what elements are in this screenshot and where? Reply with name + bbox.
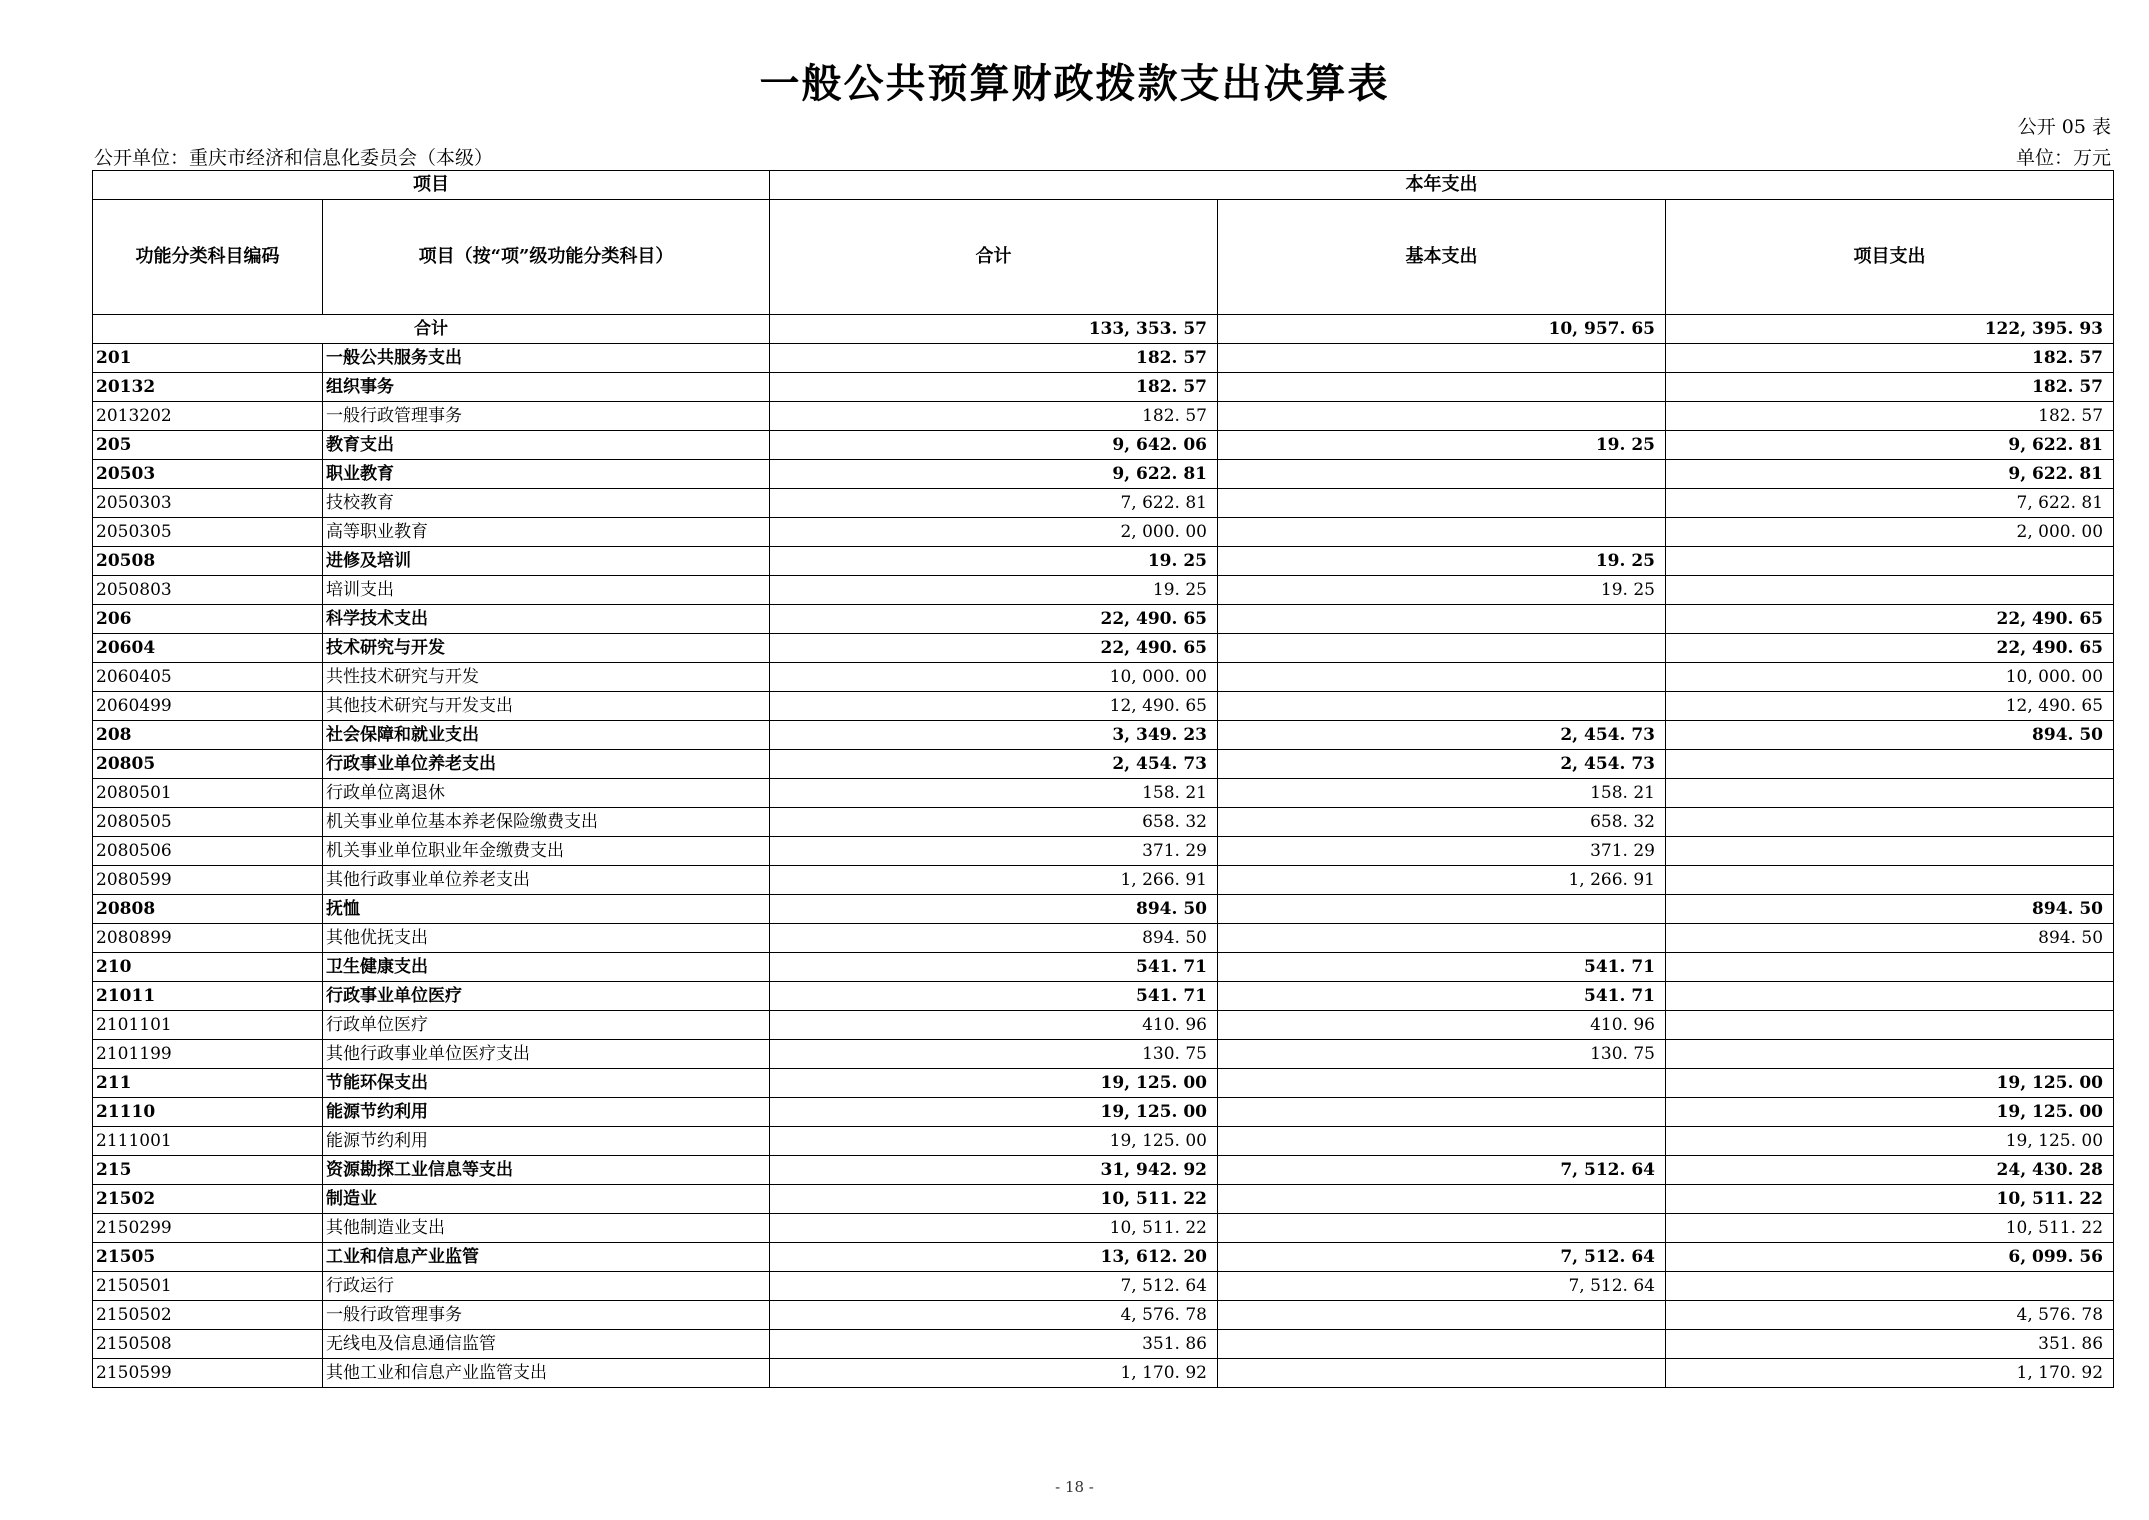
row-basic [1218, 1069, 1666, 1098]
table-row [93, 431, 2114, 460]
table-row [93, 895, 2114, 924]
row-name: 行政运行 [323, 1272, 770, 1301]
row-name: 无线电及信息通信监管 [323, 1330, 770, 1359]
row-code: 2080505 [93, 808, 323, 837]
row-project: 4, 576. 78 [1666, 1301, 2114, 1330]
row-project [1666, 837, 2114, 866]
header-total: 合计 [770, 200, 1218, 315]
row-name: 技校教育 [323, 489, 770, 518]
header-basic: 基本支出 [1218, 200, 1666, 315]
row-basic [1218, 373, 1666, 402]
row-basic: 541. 71 [1218, 953, 1666, 982]
row-name: 其他制造业支出 [323, 1214, 770, 1243]
row-basic [1218, 692, 1666, 721]
row-basic: 658. 32 [1218, 808, 1666, 837]
total-project: 122, 395. 93 [1666, 315, 2114, 344]
row-project: 22, 490. 65 [1666, 605, 2114, 634]
row-basic [1218, 344, 1666, 373]
row-code: 2111001 [93, 1127, 323, 1156]
row-code: 2060405 [93, 663, 323, 692]
table-row [93, 373, 2114, 402]
row-name: 其他行政事业单位医疗支出 [323, 1040, 770, 1069]
row-basic [1218, 924, 1666, 953]
row-basic: 7, 512. 64 [1218, 1156, 1666, 1185]
row-code: 2080506 [93, 837, 323, 866]
table-row [93, 518, 2114, 547]
row-project: 182. 57 [1666, 373, 2114, 402]
table-row [93, 344, 2114, 373]
row-total: 7, 622. 81 [770, 489, 1218, 518]
row-basic: 7, 512. 64 [1218, 1243, 1666, 1272]
row-project: 894. 50 [1666, 721, 2114, 750]
row-total: 182. 57 [770, 373, 1218, 402]
total-basic: 10, 957. 65 [1218, 315, 1666, 344]
table-row [93, 1127, 2114, 1156]
table-row [93, 1011, 2114, 1040]
row-code: 2101199 [93, 1040, 323, 1069]
publishing-unit [94, 143, 493, 170]
row-name: 行政单位医疗 [323, 1011, 770, 1040]
row-project: 2, 000. 00 [1666, 518, 2114, 547]
expenditure-table [92, 170, 2114, 1388]
row-code: 2050803 [93, 576, 323, 605]
table-row [93, 489, 2114, 518]
table-row [93, 1330, 2114, 1359]
row-total: 19, 125. 00 [770, 1069, 1218, 1098]
row-code: 20604 [93, 634, 323, 663]
row-basic: 158. 21 [1218, 779, 1666, 808]
row-project: 6, 099. 56 [1666, 1243, 2114, 1272]
row-project [1666, 982, 2114, 1011]
row-project: 12, 490. 65 [1666, 692, 2114, 721]
row-code: 2080899 [93, 924, 323, 953]
table-row [93, 1156, 2114, 1185]
row-code: 20503 [93, 460, 323, 489]
row-name: 其他技术研究与开发支出 [323, 692, 770, 721]
row-total: 10, 000. 00 [770, 663, 1218, 692]
row-name: 一般行政管理事务 [323, 1301, 770, 1330]
row-total: 12, 490. 65 [770, 692, 1218, 721]
row-name: 进修及培训 [323, 547, 770, 576]
row-name: 资源勘探工业信息等支出 [323, 1156, 770, 1185]
row-total: 22, 490. 65 [770, 634, 1218, 663]
row-name: 机关事业单位职业年金缴费支出 [323, 837, 770, 866]
row-code: 20808 [93, 895, 323, 924]
row-name: 制造业 [323, 1185, 770, 1214]
row-code: 2150508 [93, 1330, 323, 1359]
table-row [93, 924, 2114, 953]
row-total: 9, 642. 06 [770, 431, 1218, 460]
row-project [1666, 1011, 2114, 1040]
table-row [93, 402, 2114, 431]
row-total: 1, 266. 91 [770, 866, 1218, 895]
row-name: 一般公共服务支出 [323, 344, 770, 373]
row-total: 10, 511. 22 [770, 1185, 1218, 1214]
row-code: 206 [93, 605, 323, 634]
row-total: 9, 622. 81 [770, 460, 1218, 489]
row-code: 2150501 [93, 1272, 323, 1301]
row-basic: 541. 71 [1218, 982, 1666, 1011]
row-total: 19, 125. 00 [770, 1098, 1218, 1127]
page-number: - 18 - [1055, 1478, 1094, 1496]
row-project: 10, 511. 22 [1666, 1185, 2114, 1214]
table-row [93, 460, 2114, 489]
row-project: 9, 622. 81 [1666, 460, 2114, 489]
row-code: 21502 [93, 1185, 323, 1214]
row-code: 2050305 [93, 518, 323, 547]
row-name: 工业和信息产业监管 [323, 1243, 770, 1272]
row-basic: 7, 512. 64 [1218, 1272, 1666, 1301]
table-row [93, 576, 2114, 605]
row-project: 22, 490. 65 [1666, 634, 2114, 663]
row-name: 节能环保支出 [323, 1069, 770, 1098]
table-row [93, 779, 2114, 808]
row-basic [1218, 460, 1666, 489]
row-project: 19, 125. 00 [1666, 1069, 2114, 1098]
row-project [1666, 1272, 2114, 1301]
table-row [93, 866, 2114, 895]
table-row [93, 750, 2114, 779]
row-project: 19, 125. 00 [1666, 1127, 2114, 1156]
row-name: 社会保障和就业支出 [323, 721, 770, 750]
row-total: 658. 32 [770, 808, 1218, 837]
row-project: 894. 50 [1666, 895, 2114, 924]
row-name: 行政事业单位养老支出 [323, 750, 770, 779]
row-project: 24, 430. 28 [1666, 1156, 2114, 1185]
table-row [93, 1214, 2114, 1243]
row-total: 7, 512. 64 [770, 1272, 1218, 1301]
header-item: 项目 [93, 171, 770, 200]
row-basic [1218, 489, 1666, 518]
row-code: 21110 [93, 1098, 323, 1127]
row-project: 182. 57 [1666, 402, 2114, 431]
row-basic [1218, 895, 1666, 924]
row-code: 2060499 [93, 692, 323, 721]
publishing-unit-name: 重庆市经济和信息化委员会（本级） [189, 147, 494, 169]
row-project: 10, 511. 22 [1666, 1214, 2114, 1243]
row-basic: 1, 266. 91 [1218, 866, 1666, 895]
row-name: 抚恤 [323, 895, 770, 924]
row-basic [1218, 1301, 1666, 1330]
row-basic: 19. 25 [1218, 431, 1666, 460]
row-code: 2050303 [93, 489, 323, 518]
table-row [93, 1359, 2114, 1388]
row-name: 机关事业单位基本养老保险缴费支出 [323, 808, 770, 837]
form-number: 公开 05 表 [2017, 116, 2111, 138]
row-total: 1, 170. 92 [770, 1359, 1218, 1388]
table-row [93, 1185, 2114, 1214]
table-row [93, 1243, 2114, 1272]
row-total: 19, 125. 00 [770, 1127, 1218, 1156]
row-total: 130. 75 [770, 1040, 1218, 1069]
row-basic: 371. 29 [1218, 837, 1666, 866]
row-total: 371. 29 [770, 837, 1218, 866]
row-name: 其他优抚支出 [323, 924, 770, 953]
row-code: 2080501 [93, 779, 323, 808]
table-row [93, 1301, 2114, 1330]
table-body [93, 315, 2114, 1388]
row-total: 541. 71 [770, 953, 1218, 982]
row-project [1666, 547, 2114, 576]
row-total: 182. 57 [770, 402, 1218, 431]
table-row [93, 1098, 2114, 1127]
row-name: 能源节约利用 [323, 1098, 770, 1127]
row-project: 1, 170. 92 [1666, 1359, 2114, 1388]
row-basic: 19. 25 [1218, 547, 1666, 576]
row-total: 10, 511. 22 [770, 1214, 1218, 1243]
row-basic [1218, 1330, 1666, 1359]
table-row [93, 1069, 2114, 1098]
row-project [1666, 750, 2114, 779]
row-total: 22, 490. 65 [770, 605, 1218, 634]
row-project: 9, 622. 81 [1666, 431, 2114, 460]
table-row [93, 808, 2114, 837]
row-total: 2, 454. 73 [770, 750, 1218, 779]
table-row [93, 634, 2114, 663]
row-basic: 2, 454. 73 [1218, 750, 1666, 779]
row-project: 351. 86 [1666, 1330, 2114, 1359]
header-current-year: 本年支出 [770, 171, 2114, 200]
header-row-1 [93, 171, 2114, 200]
row-name: 其他行政事业单位养老支出 [323, 866, 770, 895]
header-code: 功能分类科目编码 [93, 200, 323, 315]
row-code: 21011 [93, 982, 323, 1011]
table-row [93, 547, 2114, 576]
row-project: 7, 622. 81 [1666, 489, 2114, 518]
row-name: 卫生健康支出 [323, 953, 770, 982]
row-total: 894. 50 [770, 924, 1218, 953]
table-row [93, 692, 2114, 721]
row-name: 其他工业和信息产业监管支出 [323, 1359, 770, 1388]
row-name: 行政事业单位医疗 [323, 982, 770, 1011]
row-basic [1218, 663, 1666, 692]
table-row [93, 1272, 2114, 1301]
row-name: 高等职业教育 [323, 518, 770, 547]
row-code: 2150299 [93, 1214, 323, 1243]
row-name: 技术研究与开发 [323, 634, 770, 663]
total-row [93, 315, 2114, 344]
row-project: 19, 125. 00 [1666, 1098, 2114, 1127]
row-total: 31, 942. 92 [770, 1156, 1218, 1185]
row-name: 组织事务 [323, 373, 770, 402]
row-project [1666, 866, 2114, 895]
row-code: 21505 [93, 1243, 323, 1272]
row-code: 2013202 [93, 402, 323, 431]
row-basic: 2, 454. 73 [1218, 721, 1666, 750]
row-name: 能源节约利用 [323, 1127, 770, 1156]
row-basic [1218, 605, 1666, 634]
table-row [93, 605, 2114, 634]
row-code: 205 [93, 431, 323, 460]
row-code: 20132 [93, 373, 323, 402]
row-name: 行政单位离退休 [323, 779, 770, 808]
row-code: 20508 [93, 547, 323, 576]
row-code: 201 [93, 344, 323, 373]
row-project: 894. 50 [1666, 924, 2114, 953]
row-basic [1218, 1127, 1666, 1156]
row-code: 215 [93, 1156, 323, 1185]
row-project [1666, 779, 2114, 808]
row-basic [1218, 1185, 1666, 1214]
row-name: 职业教育 [323, 460, 770, 489]
total-label: 合计 [93, 315, 770, 344]
row-code: 208 [93, 721, 323, 750]
header-project: 项目支出 [1666, 200, 2114, 315]
row-total: 13, 612. 20 [770, 1243, 1218, 1272]
header-row-2 [93, 200, 2114, 315]
table-row [93, 953, 2114, 982]
publishing-unit-label: 公开单位： [94, 147, 190, 169]
row-total: 19. 25 [770, 576, 1218, 605]
row-code: 210 [93, 953, 323, 982]
row-basic: 410. 96 [1218, 1011, 1666, 1040]
row-project [1666, 576, 2114, 605]
row-total: 541. 71 [770, 982, 1218, 1011]
row-total: 894. 50 [770, 895, 1218, 924]
table-row [93, 721, 2114, 750]
row-total: 351. 86 [770, 1330, 1218, 1359]
row-basic: 19. 25 [1218, 576, 1666, 605]
row-total: 3, 349. 23 [770, 721, 1218, 750]
row-basic [1218, 634, 1666, 663]
table-row [93, 1040, 2114, 1069]
table-row [93, 982, 2114, 1011]
row-name: 教育支出 [323, 431, 770, 460]
row-basic [1218, 1359, 1666, 1388]
row-name: 科学技术支出 [323, 605, 770, 634]
row-basic [1218, 402, 1666, 431]
row-total: 19. 25 [770, 547, 1218, 576]
row-code: 2150502 [93, 1301, 323, 1330]
row-project [1666, 953, 2114, 982]
row-code: 2101101 [93, 1011, 323, 1040]
page-title: 一般公共预算财政拨款支出决算表 [759, 60, 1390, 107]
table-row [93, 837, 2114, 866]
row-code: 2080599 [93, 866, 323, 895]
row-total: 4, 576. 78 [770, 1301, 1218, 1330]
row-total: 158. 21 [770, 779, 1218, 808]
row-total: 410. 96 [770, 1011, 1218, 1040]
row-code: 211 [93, 1069, 323, 1098]
row-project: 182. 57 [1666, 344, 2114, 373]
row-project [1666, 808, 2114, 837]
row-name: 一般行政管理事务 [323, 402, 770, 431]
row-basic [1218, 1214, 1666, 1243]
row-name: 培训支出 [323, 576, 770, 605]
header-name: 项目（按“项”级功能分类科目） [323, 200, 770, 315]
row-name: 共性技术研究与开发 [323, 663, 770, 692]
table-row [93, 663, 2114, 692]
row-basic [1218, 1098, 1666, 1127]
row-total: 182. 57 [770, 344, 1218, 373]
currency-unit: 单位：万元 [2015, 147, 2111, 169]
row-code: 2150599 [93, 1359, 323, 1388]
total-amount: 133, 353. 57 [770, 315, 1218, 344]
row-code: 20805 [93, 750, 323, 779]
row-basic: 130. 75 [1218, 1040, 1666, 1069]
row-project [1666, 1040, 2114, 1069]
row-total: 2, 000. 00 [770, 518, 1218, 547]
row-project: 10, 000. 00 [1666, 663, 2114, 692]
row-basic [1218, 518, 1666, 547]
